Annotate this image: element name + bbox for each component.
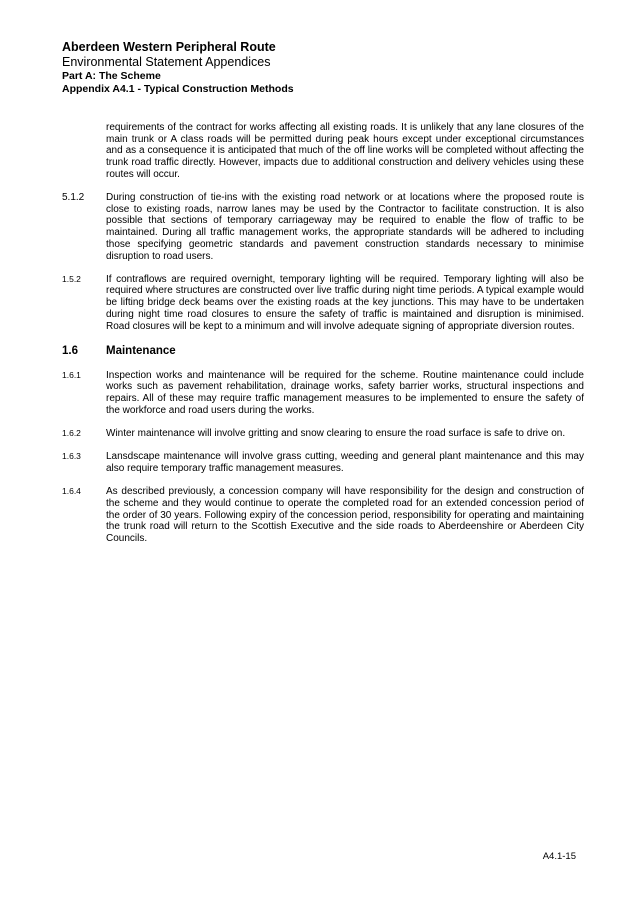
paragraph-number: 1.6.2: [62, 428, 81, 439]
paragraph-1-6-3: [62, 451, 584, 474]
paragraph-1-5-2: [62, 274, 584, 333]
page-number: A4.1-15: [542, 851, 576, 862]
paragraph-number: 1.5.2: [62, 273, 81, 284]
document-body: [62, 122, 584, 556]
paragraph-text: As described previously, a concession company will have responsibility for the design and construction of the scheme and they would continue to operate the completed road for an extended concession period of the order of 30 years. Following expiry of the concession period, responsibility for operating and maintaining the trunk road will return to the Scottish Executive and the side roads to Aberdeenshire or Aberdeen City Councils.: [106, 486, 584, 544]
paragraph-1-6-4: [62, 486, 584, 545]
paragraph-number: 1.6.3: [62, 451, 81, 462]
paragraph-1-6-1: [62, 370, 584, 417]
paragraph-number: 1.6.1: [62, 369, 81, 380]
paragraph-number: 5.1.2: [62, 192, 85, 204]
document-title: Aberdeen Western Peripheral Route: [62, 40, 276, 54]
paragraph-text: During construction of tie-ins with the existing road network or at locations where the proposed route is close to existing roads, narrow lanes may be used by the Contractor to facilitate construction. It is also possible that sections of temporary carriageway may be required to enable the flow of traffic to be maintained. During all traffic management works, the appropriate standards will be adhered to including those specifying geometric standards and pavement construction standards necessary to minimise disruption to road users.: [106, 192, 584, 262]
paragraph-text: Lansdscape maintenance will involve grass cutting, weeding and general plant maintenance and this may also require temporary traffic management measures.: [106, 451, 584, 474]
page-header: [62, 40, 582, 96]
paragraph-text: Inspection works and maintenance will be required for the scheme. Routine maintenance could include works such as pavement rehabilitation, drainage works, safety barrier works, structural inspections and repairs. All of these may require traffic management measures to be implemented to ensure the safety of the workforce and road users during the works.: [106, 369, 584, 416]
paragraph-5-1-2: [62, 192, 584, 262]
paragraph-text: requirements of the contract for works affecting all existing roads. It is unlikely that any lane closures of the main trunk or A class roads will be permitted during peak hours except under exceptional circumstances and as a consequence it is anticipated that much of the off line works will be completed without affecting the trunk road traffic directly. However, impacts due to additional construction and delivery vehicles using these routes will occur.: [106, 122, 584, 180]
paragraph-text: If contraflows are required overnight, temporary lighting will be required. Temporary lighting will also be required where structures are constructed over live traffic during night time periods. A typical example would be lifting bridge deck beams over the existing roads at the key junctions. This may have to be undertaken during night time road closures to ensure the safety of traffic is maintained and disruption is minimised. Road closures will be kept to a minimum and will involve adequate signing of appropriate diversion routes.: [106, 273, 584, 332]
document-subtitle: Environmental Statement Appendices: [62, 55, 271, 69]
section-title: Maintenance: [106, 344, 176, 357]
document-appendix: Appendix A4.1 - Typical Construction Methods: [62, 83, 294, 95]
paragraph-number: 1.6.4: [62, 486, 81, 497]
paragraph-continuation: [62, 122, 584, 181]
section-heading-maintenance: [62, 344, 584, 362]
paragraph-text: Winter maintenance will involve gritting and snow clearing to ensure the road surface is safe to drive on.: [106, 428, 566, 440]
section-number: 1.6: [62, 344, 78, 357]
paragraph-1-6-2: [62, 428, 584, 440]
document-part: Part A: The Scheme: [62, 70, 161, 82]
